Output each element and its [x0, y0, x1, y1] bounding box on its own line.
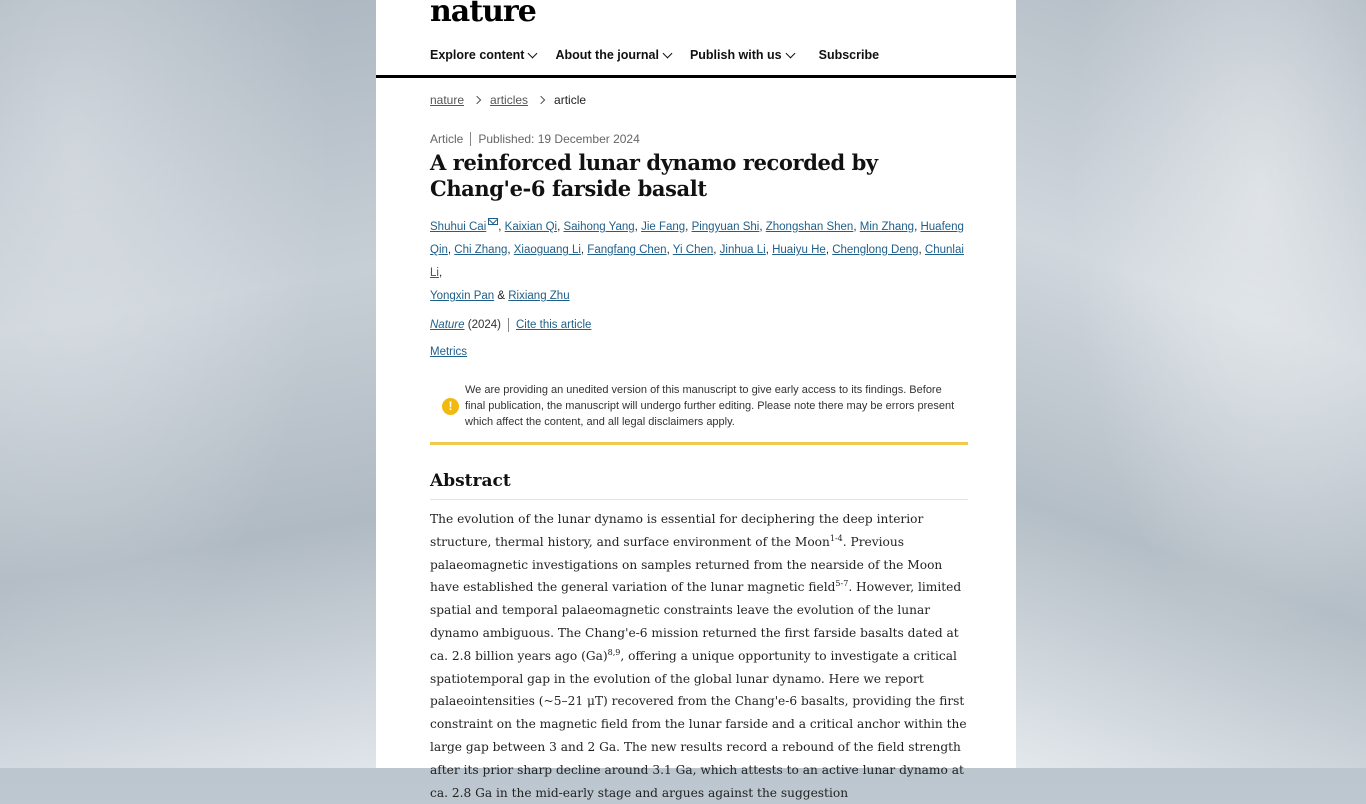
divider — [470, 132, 471, 146]
published-date: Published: 19 December 2024 — [478, 132, 640, 146]
abstract-text — [430, 508, 968, 804]
abstract-segment: The evolution of the lunar dynamo is essential for deciphering the deep interior structure, thermal history, and surface environment of the Moon — [430, 512, 924, 549]
warning-icon: ! — [442, 398, 459, 415]
nav-label: Publish with us — [689, 48, 782, 62]
chevron-down-icon — [662, 48, 672, 58]
chevron-right-icon — [473, 96, 481, 104]
author-link[interactable]: Min Zhang — [859, 221, 915, 233]
background-left — [0, 0, 376, 768]
breadcrumb — [430, 93, 970, 107]
author-list: Shuhui Cai , Kaixian Qi, Saihong Yang, Jie Fang, Pingyuan Shi, Zhongshan Shen, Min Zhang, Huafeng Qin, Chi Zhang, Xiaoguang Li, Fangfang Chen, Yi Chen, Jinhua Li, Huaiyu He, Chenglong Deng, Chunlai Li, Yongxin Pan & Rixiang Zhu — [430, 216, 970, 308]
abstract-heading: Abstract — [430, 471, 968, 500]
author-link[interactable]: Huafeng Qin — [430, 221, 964, 256]
author-link[interactable]: Saihong Yang — [563, 221, 635, 233]
author-link[interactable]: Fangfang Chen — [587, 244, 667, 256]
cite-article-link[interactable]: Cite this article — [515, 319, 592, 331]
metrics-section — [430, 346, 970, 358]
chevron-right-icon — [537, 96, 545, 104]
author-link[interactable]: Pingyuan Shi — [691, 221, 760, 233]
author-link[interactable]: Jie Fang — [641, 221, 686, 233]
author-link[interactable]: Huaiyu He — [772, 244, 826, 256]
nav-explore-content[interactable] — [430, 48, 536, 62]
nature-logo[interactable]: nature — [430, 0, 536, 29]
reference-link[interactable]: 5-7 — [835, 579, 849, 589]
author-link[interactable]: Zhongshan Shen — [765, 221, 854, 233]
nav-label: About the journal — [555, 48, 659, 62]
author-link[interactable]: Yongxin Pan — [430, 290, 495, 302]
journal-line — [430, 318, 970, 332]
author-link[interactable]: Rixiang Zhu — [508, 290, 570, 302]
main-nav — [430, 48, 879, 62]
mail-icon[interactable] — [488, 218, 498, 225]
breadcrumb-nature[interactable]: nature — [430, 93, 465, 107]
metrics-link[interactable]: Metrics — [430, 346, 468, 358]
nav-about-journal[interactable] — [555, 48, 670, 62]
notice-text: We are providing an unedited version of this manuscript to give early access to its findings. Before final publication, the manuscript will undergo further editing. Please note there may be errors present which affect the content, and all legal disclaimers apply. — [465, 384, 955, 428]
abstract-segment: , offering a unique opportunity to investigate a critical spatiotemporal gap in the evolution of the global lunar dynamo. Here we report palaeointensities (~5–21 μT) recovered from the Chang'e-6 basalts, providing the first constraint on the magnetic field from the lunar farside and a critical anchor within the large gap between 3 and 2 Ga. The new results record a rebound of the field strength after its prior sharp decline around 3.1 Ga, which attests to an active lunar dynamo at ca. 2.8 Ga in the mid-early stage and argues against the suggestion — [430, 648, 967, 800]
reference-link[interactable]: 8,9 — [607, 647, 621, 657]
author-link[interactable]: Xiaoguang Li — [513, 244, 581, 256]
author-link[interactable]: Chunlai Li — [430, 244, 964, 279]
article-title: A reinforced lunar dynamo recorded by Chang'e-6 farside basalt — [430, 150, 878, 201]
nav-label: Explore content — [430, 48, 525, 62]
unedited-notice — [430, 382, 968, 445]
article-type: Article — [430, 132, 464, 146]
chevron-down-icon — [528, 48, 538, 58]
author-link[interactable]: Yi Chen — [672, 244, 714, 256]
breadcrumb-current: article — [554, 93, 587, 107]
abstract-segment: . Previous palaeomagnetic investigations on samples returned from the nearside of the Moon have established the general variation of the lunar magnetic field — [430, 534, 943, 595]
nav-subscribe[interactable] — [819, 48, 879, 62]
chevron-down-icon — [785, 48, 795, 58]
article-content — [430, 78, 970, 804]
journal-link[interactable]: Nature — [430, 319, 465, 331]
reference-link[interactable]: 1-4 — [829, 533, 843, 543]
author-link[interactable]: Shuhui Cai — [430, 221, 487, 233]
abstract-segment: . However, limited spatial and temporal palaeomagnetic constraints leave the evolution of the lunar dynamo ambiguous. The Chang'e-6 mission returned the first farside basalts dated at ca. 2.8 billion years ago (Ga) — [430, 580, 962, 663]
site-header — [376, 0, 1016, 78]
article-page — [376, 0, 1016, 800]
journal-year: (2024) — [467, 319, 501, 331]
author-link[interactable]: Jinhua Li — [719, 244, 766, 256]
article-meta — [430, 132, 970, 146]
author-link[interactable]: Kaixian Qi — [504, 221, 558, 233]
divider — [508, 318, 509, 332]
breadcrumb-articles[interactable]: articles — [490, 93, 529, 107]
background-right — [1016, 0, 1366, 768]
author-link[interactable]: Chi Zhang — [454, 244, 508, 256]
nav-publish-with-us[interactable] — [690, 48, 794, 62]
nav-label: Subscribe — [818, 48, 880, 62]
author-link[interactable]: Chenglong Deng — [832, 244, 919, 256]
